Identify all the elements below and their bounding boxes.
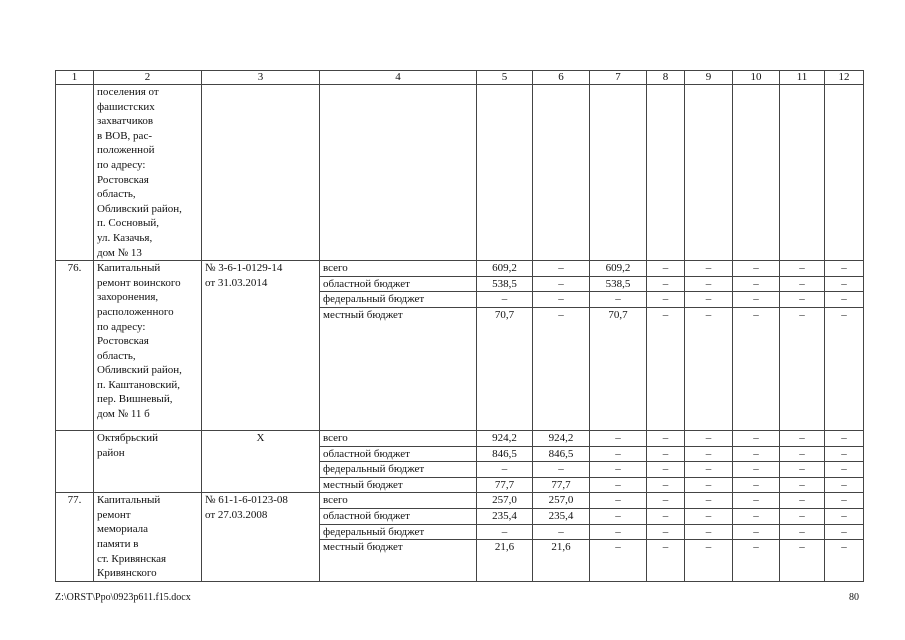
value-cell: – xyxy=(825,430,864,446)
value-cell: – xyxy=(685,446,733,462)
header-cell: 5 xyxy=(477,71,533,85)
table-row xyxy=(56,430,864,446)
value-cell: – xyxy=(733,292,780,308)
text-line: ремонт воинского xyxy=(97,276,181,289)
text-line: область, xyxy=(97,188,136,201)
value-cell: – xyxy=(533,524,590,540)
text-line: Капитальный xyxy=(97,262,161,275)
value-cell: – xyxy=(590,292,647,308)
value-cell: – xyxy=(685,430,733,446)
value-cell: – xyxy=(780,446,825,462)
value-cell: 70,7 xyxy=(477,307,533,430)
value-cell: – xyxy=(780,493,825,509)
value-cell: 257,0 xyxy=(533,493,590,509)
value-cell: – xyxy=(590,540,647,581)
value-cell: – xyxy=(780,307,825,430)
text-line: по адресу: xyxy=(97,320,146,333)
text-line: мемориала xyxy=(97,523,149,536)
value-cell: 235,4 xyxy=(533,509,590,525)
text-line: в ВОВ, рас- xyxy=(97,129,152,142)
funding-source-label: местный бюджет xyxy=(320,540,477,581)
page-number: 80 xyxy=(849,592,859,603)
value-cell: – xyxy=(685,477,733,493)
value-cell: – xyxy=(647,261,685,277)
value-cell: – xyxy=(590,524,647,540)
value-cell: – xyxy=(685,307,733,430)
text-line: Октябрьский xyxy=(97,431,158,444)
value-cell: – xyxy=(647,509,685,525)
value-cell: – xyxy=(647,540,685,581)
value-cell: 235,4 xyxy=(477,509,533,525)
value-cell: – xyxy=(780,430,825,446)
value-cell: – xyxy=(825,477,864,493)
district-group xyxy=(56,430,864,492)
value-cell: 77,7 xyxy=(477,477,533,493)
header-cell: 10 xyxy=(733,71,780,85)
value-cell: – xyxy=(685,261,733,277)
text-line: по адресу: xyxy=(97,158,146,171)
text-line: Кривянского xyxy=(97,567,157,580)
text-line: область, xyxy=(97,349,136,362)
value-cell: – xyxy=(825,509,864,525)
value-cell: 21,6 xyxy=(533,540,590,581)
value-cell: – xyxy=(685,276,733,292)
funding-source-label: федеральный бюджет xyxy=(320,462,477,478)
value-cell: – xyxy=(647,462,685,478)
value-cell: – xyxy=(780,524,825,540)
value-cell: – xyxy=(647,524,685,540)
value-cell: – xyxy=(590,493,647,509)
value-cell: – xyxy=(533,307,590,430)
object-group-77 xyxy=(56,493,864,582)
value-cell: – xyxy=(825,524,864,540)
text-line: от 27.03.2008 xyxy=(205,508,268,521)
funding-source-label: всего xyxy=(320,261,477,277)
row-number-cell xyxy=(56,430,94,492)
value-cell: – xyxy=(780,292,825,308)
value-cell: – xyxy=(733,446,780,462)
text-line: № 3-6-1-0129-14 xyxy=(205,262,283,275)
value-cell: – xyxy=(590,430,647,446)
document-cell: Х xyxy=(202,430,320,492)
value-cell: – xyxy=(647,276,685,292)
text-line: пер. Вишневый, xyxy=(97,393,173,406)
funding-source-label: местный бюджет xyxy=(320,307,477,430)
value-cell: – xyxy=(590,446,647,462)
header-cell: 2 xyxy=(94,71,202,85)
header-row xyxy=(56,71,864,85)
value-cell: – xyxy=(780,509,825,525)
value-cell: – xyxy=(685,524,733,540)
table-row xyxy=(56,493,864,509)
value-cell: 609,2 xyxy=(590,261,647,277)
value-cell: – xyxy=(825,276,864,292)
value-cell: – xyxy=(477,462,533,478)
text-line: район xyxy=(97,446,125,459)
value-cell: – xyxy=(647,307,685,430)
value-cell: – xyxy=(780,462,825,478)
document-cell xyxy=(202,493,320,582)
value-cell: 21,6 xyxy=(477,540,533,581)
object-name-cell xyxy=(94,261,202,431)
header-cell: 7 xyxy=(590,71,647,85)
text-line: п. Сосновый, xyxy=(97,217,159,230)
funding-source-label: федеральный бюджет xyxy=(320,524,477,540)
value-cell: – xyxy=(733,540,780,581)
funding-source-label: местный бюджет xyxy=(320,477,477,493)
header-cell: 4 xyxy=(320,71,477,85)
value-cell: – xyxy=(825,292,864,308)
value-cell: – xyxy=(825,540,864,581)
header-cell: 3 xyxy=(202,71,320,85)
value-cell: – xyxy=(685,493,733,509)
text-line: п. Каштановский, xyxy=(97,378,181,391)
value-cell: – xyxy=(590,462,647,478)
table-row xyxy=(56,85,864,261)
funding-source-label: областной бюджет xyxy=(320,446,477,462)
funding-source-label: областной бюджет xyxy=(320,276,477,292)
header-cell: 12 xyxy=(825,71,864,85)
text-line: дом № 13 xyxy=(97,246,142,259)
value-cell: – xyxy=(825,462,864,478)
value-cell: – xyxy=(647,446,685,462)
text-line: захоронения, xyxy=(97,291,159,304)
value-cell: – xyxy=(477,524,533,540)
funding-source-label: всего xyxy=(320,430,477,446)
value-cell: – xyxy=(533,261,590,277)
value-cell: 257,0 xyxy=(477,493,533,509)
value-cell: – xyxy=(685,509,733,525)
header-cell: 9 xyxy=(685,71,733,85)
value-cell: 924,2 xyxy=(477,430,533,446)
value-cell: 924,2 xyxy=(533,430,590,446)
document-cell xyxy=(202,261,320,431)
text-line: фашистских xyxy=(97,100,155,113)
text-line: Ростовская xyxy=(97,335,149,348)
table-row xyxy=(56,261,864,277)
text-line: захватчиков xyxy=(97,115,154,128)
value-cell: 77,7 xyxy=(533,477,590,493)
text-line: памяти в xyxy=(97,538,139,551)
text-line: дом № 11 б xyxy=(97,408,150,421)
value-cell: – xyxy=(685,462,733,478)
value-cell: – xyxy=(590,509,647,525)
value-cell: – xyxy=(780,477,825,493)
text-line: Ростовская xyxy=(97,173,149,186)
object-group-76 xyxy=(56,261,864,431)
value-cell: – xyxy=(647,292,685,308)
text-line: Капитальный xyxy=(97,494,161,507)
text-line: положенной xyxy=(97,144,155,157)
value-cell: – xyxy=(825,493,864,509)
value-cell: – xyxy=(733,261,780,277)
value-cell: – xyxy=(590,477,647,493)
value-cell: 538,5 xyxy=(477,276,533,292)
value-cell: 538,5 xyxy=(590,276,647,292)
header-cell: 6 xyxy=(533,71,590,85)
value-cell: – xyxy=(825,261,864,277)
value-cell: – xyxy=(685,540,733,581)
value-cell: – xyxy=(825,446,864,462)
text-line: ул. Казачья, xyxy=(97,231,153,244)
value-cell: – xyxy=(733,307,780,430)
value-cell: – xyxy=(780,261,825,277)
text-line: ст. Кривянская xyxy=(97,552,167,565)
value-cell: – xyxy=(733,509,780,525)
text-line: Обливский район, xyxy=(97,364,182,377)
text-line: ремонт xyxy=(97,508,131,521)
object-name-cell xyxy=(94,430,202,492)
header-cell: 1 xyxy=(56,71,94,85)
value-cell: – xyxy=(647,493,685,509)
object-name-cell xyxy=(94,85,202,261)
funding-source-label: всего xyxy=(320,493,477,509)
value-cell: – xyxy=(685,292,733,308)
value-cell: – xyxy=(533,276,590,292)
text-line: поселения от xyxy=(97,86,159,98)
budget-table xyxy=(55,70,864,582)
value-cell: – xyxy=(733,462,780,478)
value-cell: – xyxy=(733,477,780,493)
text-line: расположенного xyxy=(97,305,174,318)
value-cell: 846,5 xyxy=(533,446,590,462)
header-cell: 8 xyxy=(647,71,685,85)
value-cell: – xyxy=(477,292,533,308)
text-line: № 61-1-6-0123-08 xyxy=(205,494,288,507)
value-cell: – xyxy=(733,276,780,292)
value-cell: 70,7 xyxy=(590,307,647,430)
funding-source-label: областной бюджет xyxy=(320,509,477,525)
value-cell: – xyxy=(647,430,685,446)
header-cell: 11 xyxy=(780,71,825,85)
value-cell: – xyxy=(533,292,590,308)
value-cell: – xyxy=(733,430,780,446)
text-line: от 31.03.2014 xyxy=(205,276,268,289)
value-cell: – xyxy=(533,462,590,478)
footer-file-path: Z:\ORST\Ppo\0923p611.f15.docx xyxy=(55,592,191,603)
value-cell: 609,2 xyxy=(477,261,533,277)
text-line: Обливский район, xyxy=(97,202,182,215)
row-number-cell: 76. xyxy=(56,261,94,431)
value-cell: – xyxy=(780,540,825,581)
row-number-cell: 77. xyxy=(56,493,94,582)
value-cell: – xyxy=(733,524,780,540)
value-cell: – xyxy=(647,477,685,493)
value-cell: – xyxy=(780,276,825,292)
value-cell: – xyxy=(825,307,864,430)
object-name-cell xyxy=(94,493,202,582)
funding-source-label: федеральный бюджет xyxy=(320,292,477,308)
value-cell: – xyxy=(733,493,780,509)
value-cell: 846,5 xyxy=(477,446,533,462)
